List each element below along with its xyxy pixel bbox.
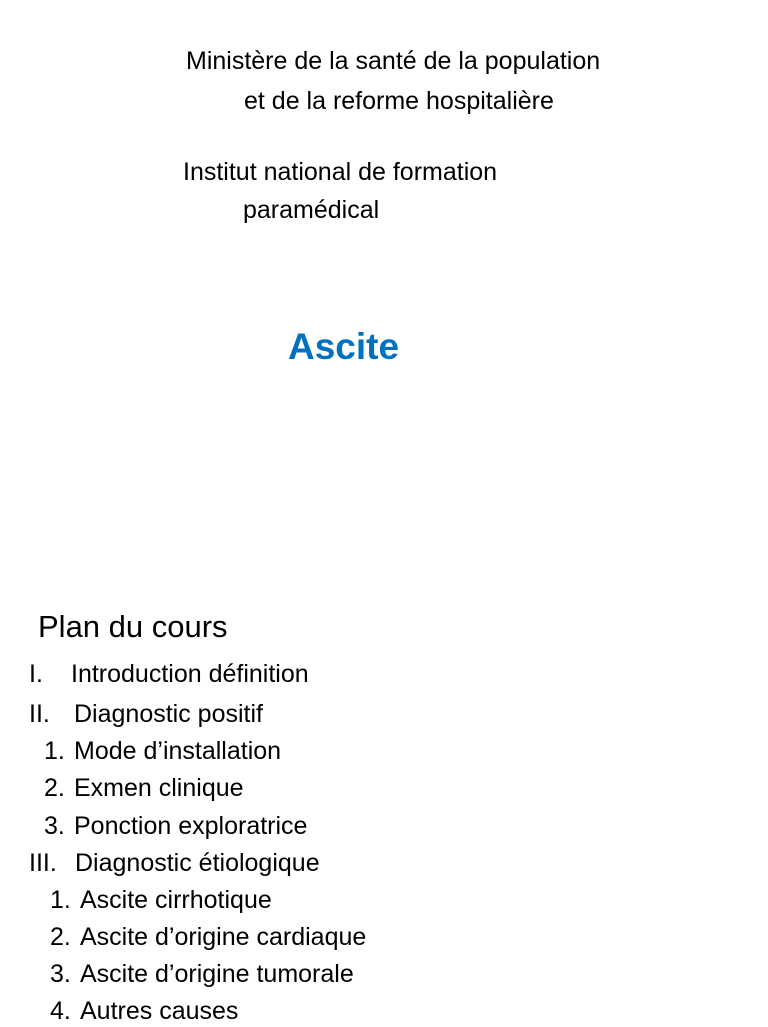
ministry-name-line-2: et de la reforme hospitalière [244, 87, 554, 115]
plan-item-number: 1. [50, 886, 71, 914]
plan-item-number: III. [29, 849, 57, 877]
plan-item-number: 2. [50, 923, 71, 951]
plan-item-label: Autres causes [80, 997, 239, 1025]
plan-item [29, 698, 263, 730]
plan-item-number: II. [29, 700, 50, 728]
plan-item-number: 3. [44, 812, 65, 840]
plan-heading: Plan du cours [38, 609, 228, 644]
plan-item [29, 847, 320, 879]
plan-item [29, 658, 309, 690]
plan-item-label: Mode d’installation [74, 737, 282, 765]
document-title: Ascite [288, 326, 400, 367]
plan-item-label: Diagnostic positif [74, 700, 263, 728]
plan-item-label: Introduction définition [71, 660, 309, 688]
plan-item-number: 1. [44, 737, 65, 765]
plan-item-label: Exmen clinique [74, 774, 244, 802]
plan-item-label: Ponction exploratrice [74, 812, 308, 840]
plan-item-number: 3. [50, 960, 71, 988]
plan-item [44, 772, 244, 804]
plan-item-label: Ascite d’origine cardiaque [80, 923, 367, 951]
plan-item [50, 958, 354, 990]
plan-item [50, 921, 366, 953]
plan-item-label: Diagnostic étiologique [75, 849, 320, 877]
plan-item [44, 810, 307, 842]
plan-item-number: 4. [50, 997, 71, 1025]
plan-item [44, 735, 281, 767]
institute-name-line-2: paramédical [243, 196, 380, 224]
plan-item-label: Ascite d’origine tumorale [80, 960, 354, 988]
institute-name-line-1: Institut national de formation [183, 158, 498, 186]
plan-item-number: 2. [44, 774, 65, 802]
plan-item [50, 884, 272, 916]
plan-item [50, 995, 238, 1027]
plan-item-number: I. [29, 660, 43, 688]
plan-item-label: Ascite cirrhotique [80, 886, 272, 914]
ministry-name-line-1: Ministère de la santé de la population [186, 47, 601, 75]
